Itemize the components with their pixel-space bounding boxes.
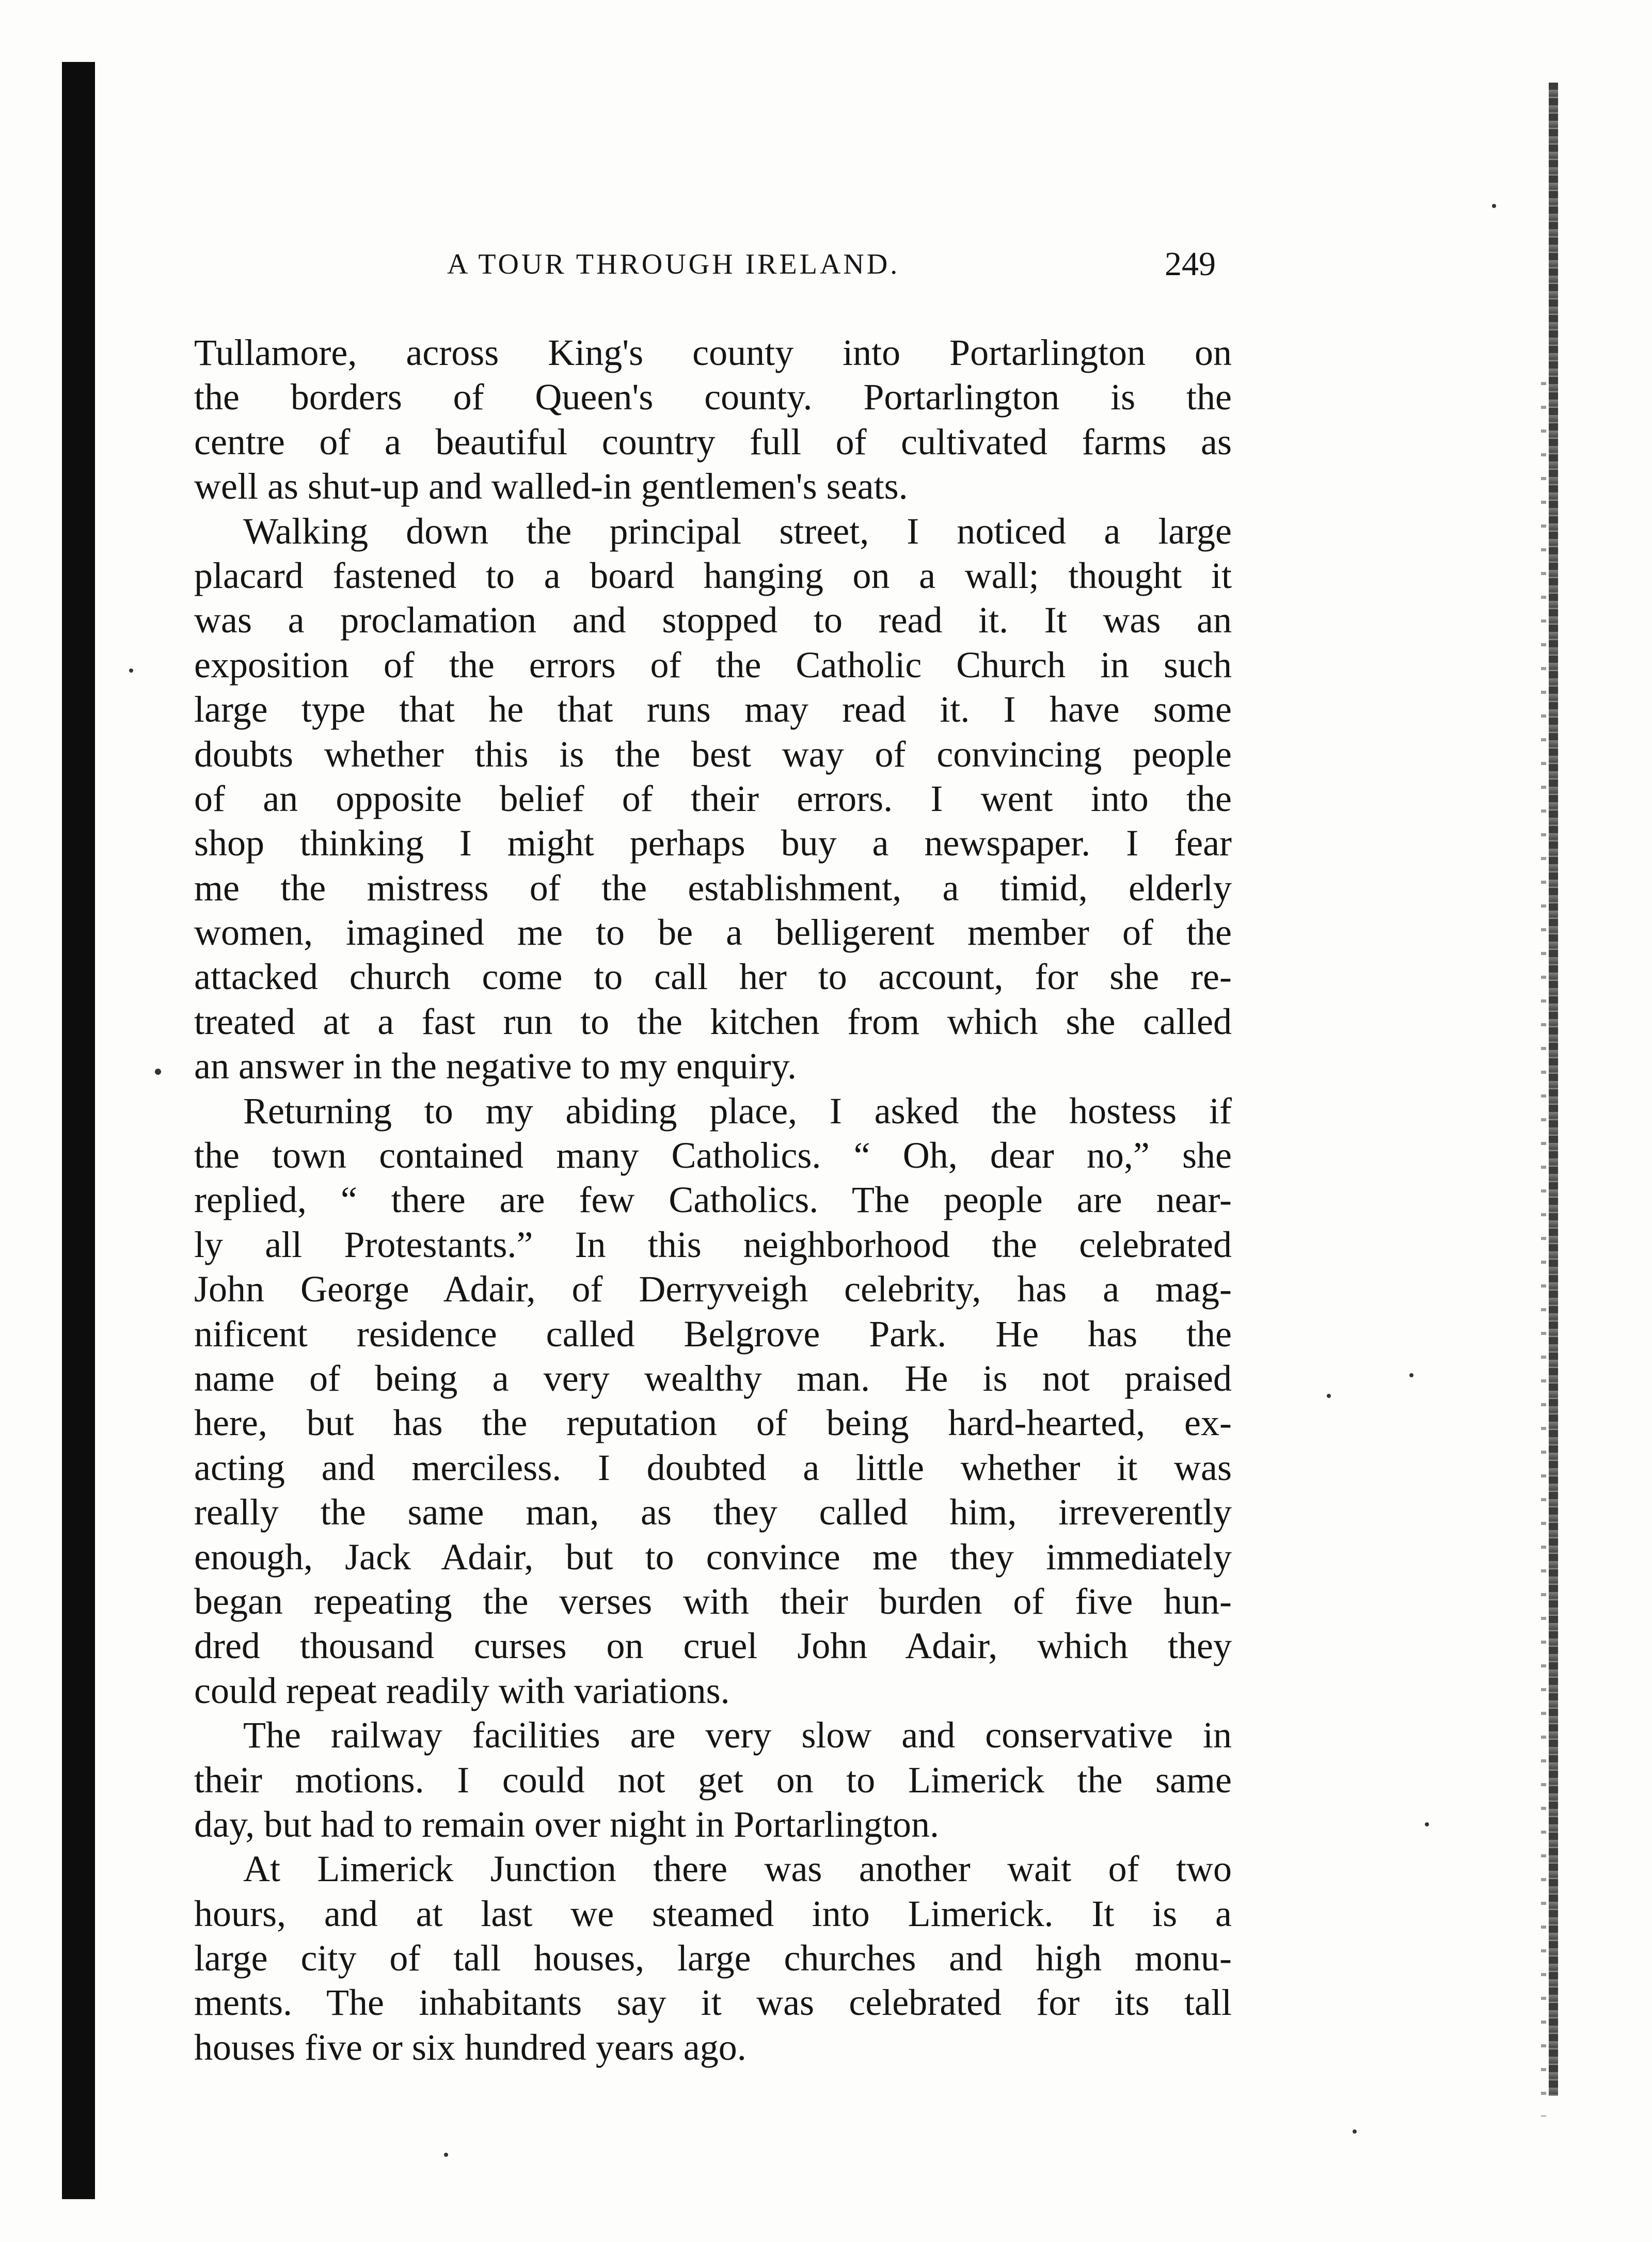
text-line: Walking down the principal street, I noticed a large [243,510,1232,552]
text-line: attacked church come to call her to account, for she re- [194,956,1232,998]
text-line: At Limerick Junction there was another wait of two [243,1848,1232,1890]
scan-binding-shadow [62,62,95,2199]
text-line: me the mistress of the establishment, a timid, elderly [194,867,1232,909]
text-line: Tullamore, across King's county into Portarlington on [194,332,1232,373]
text-line: placard fastened to a board hanging on a wall; thought it [194,554,1232,596]
text-line: began repeating the verses with their burden of five hun- [194,1580,1232,1622]
text-line: John George Adair, of Derryveigh celebrity, has a mag- [194,1268,1232,1310]
text-line: dred thousand curses on cruel John Adair, which they [194,1625,1232,1667]
scan-speck [1353,2129,1357,2134]
running-title: A TOUR THROUGH IRELAND. [447,248,900,280]
text-line: houses five or six hundred years ago. [194,2026,746,2068]
scan-page-edge [1549,83,1558,2096]
text-line: enough, Jack Adair, but to convince me they immediately [194,1536,1232,1578]
text-line: large type that he that runs may read it. I have some [194,689,1232,730]
text-line: hours, and at last we steamed into Limerick. It is a [194,1893,1232,1934]
text-line: day, but had to remain over night in Portarlington. [194,1803,940,1845]
running-header [194,245,1227,299]
text-line: exposition of the errors of the Catholic Church in such [194,644,1232,686]
text-line: ly all Protestants.” In this neighborhood the celebrated [194,1223,1232,1265]
text-line: acting and merciless. I doubted a little whether it was [194,1446,1232,1488]
scan-speck [1327,1394,1331,1398]
scan-speck [1492,204,1496,208]
text-line: their motions. I could not get on to Limerick the same [194,1759,1232,1801]
scan-page-edge-noise [1541,361,1546,2117]
text-line: large city of tall houses, large churches and high monu- [194,1937,1232,1979]
text-line: really the same man, as they called him, irreverently [194,1491,1232,1533]
text-line: doubts whether this is the best way of convincing people [194,733,1232,775]
text-line: of an opposite belief of their errors. I went into the [194,777,1232,819]
scan-speck [444,2153,448,2157]
text-line: Returning to my abiding place, I asked the hostess if [243,1090,1232,1132]
body-text [194,330,1232,2070]
text-line: here, but has the reputation of being hard-hearted, ex- [194,1402,1232,1444]
text-line: could repeat readily with variations. [194,1669,730,1711]
text-line: name of being a very wealthy man. He is not praised [194,1357,1232,1399]
text-line: the borders of Queen's county. Portarlington is the [194,376,1232,418]
text-line: The railway facilities are very slow and conservative in [243,1714,1232,1756]
scan-speck [155,1069,161,1075]
text-line: centre of a beautiful country full of cultivated farms as [194,421,1232,463]
text-line: an answer in the negative to my enquiry. [194,1045,797,1087]
text-line: nificent residence called Belgrove Park. He has the [194,1313,1232,1355]
text-line: ments. The inhabitants say it was celebrated for its tall [194,1982,1232,2024]
text-line: shop thinking I might perhaps buy a newspaper. I fear [194,822,1232,864]
text-line: the town contained many Catholics. “ Oh, dear no,” she [194,1135,1232,1176]
text-line: was a proclamation and stopped to read it. It was an [194,599,1232,641]
text-line: replied, “ there are few Catholics. The people are near- [194,1179,1232,1221]
scan-speck [129,669,133,673]
text-line: women, imagined me to be a belligerent member of the [194,912,1232,953]
scan-speck [1409,1373,1413,1377]
text-line: well as shut-up and walled-in gentlemen's seats. [194,466,908,507]
page-number: 249 [1165,245,1216,283]
text-line: treated at a fast run to the kitchen from which she called [194,1000,1232,1042]
scan-speck [1425,1822,1429,1826]
